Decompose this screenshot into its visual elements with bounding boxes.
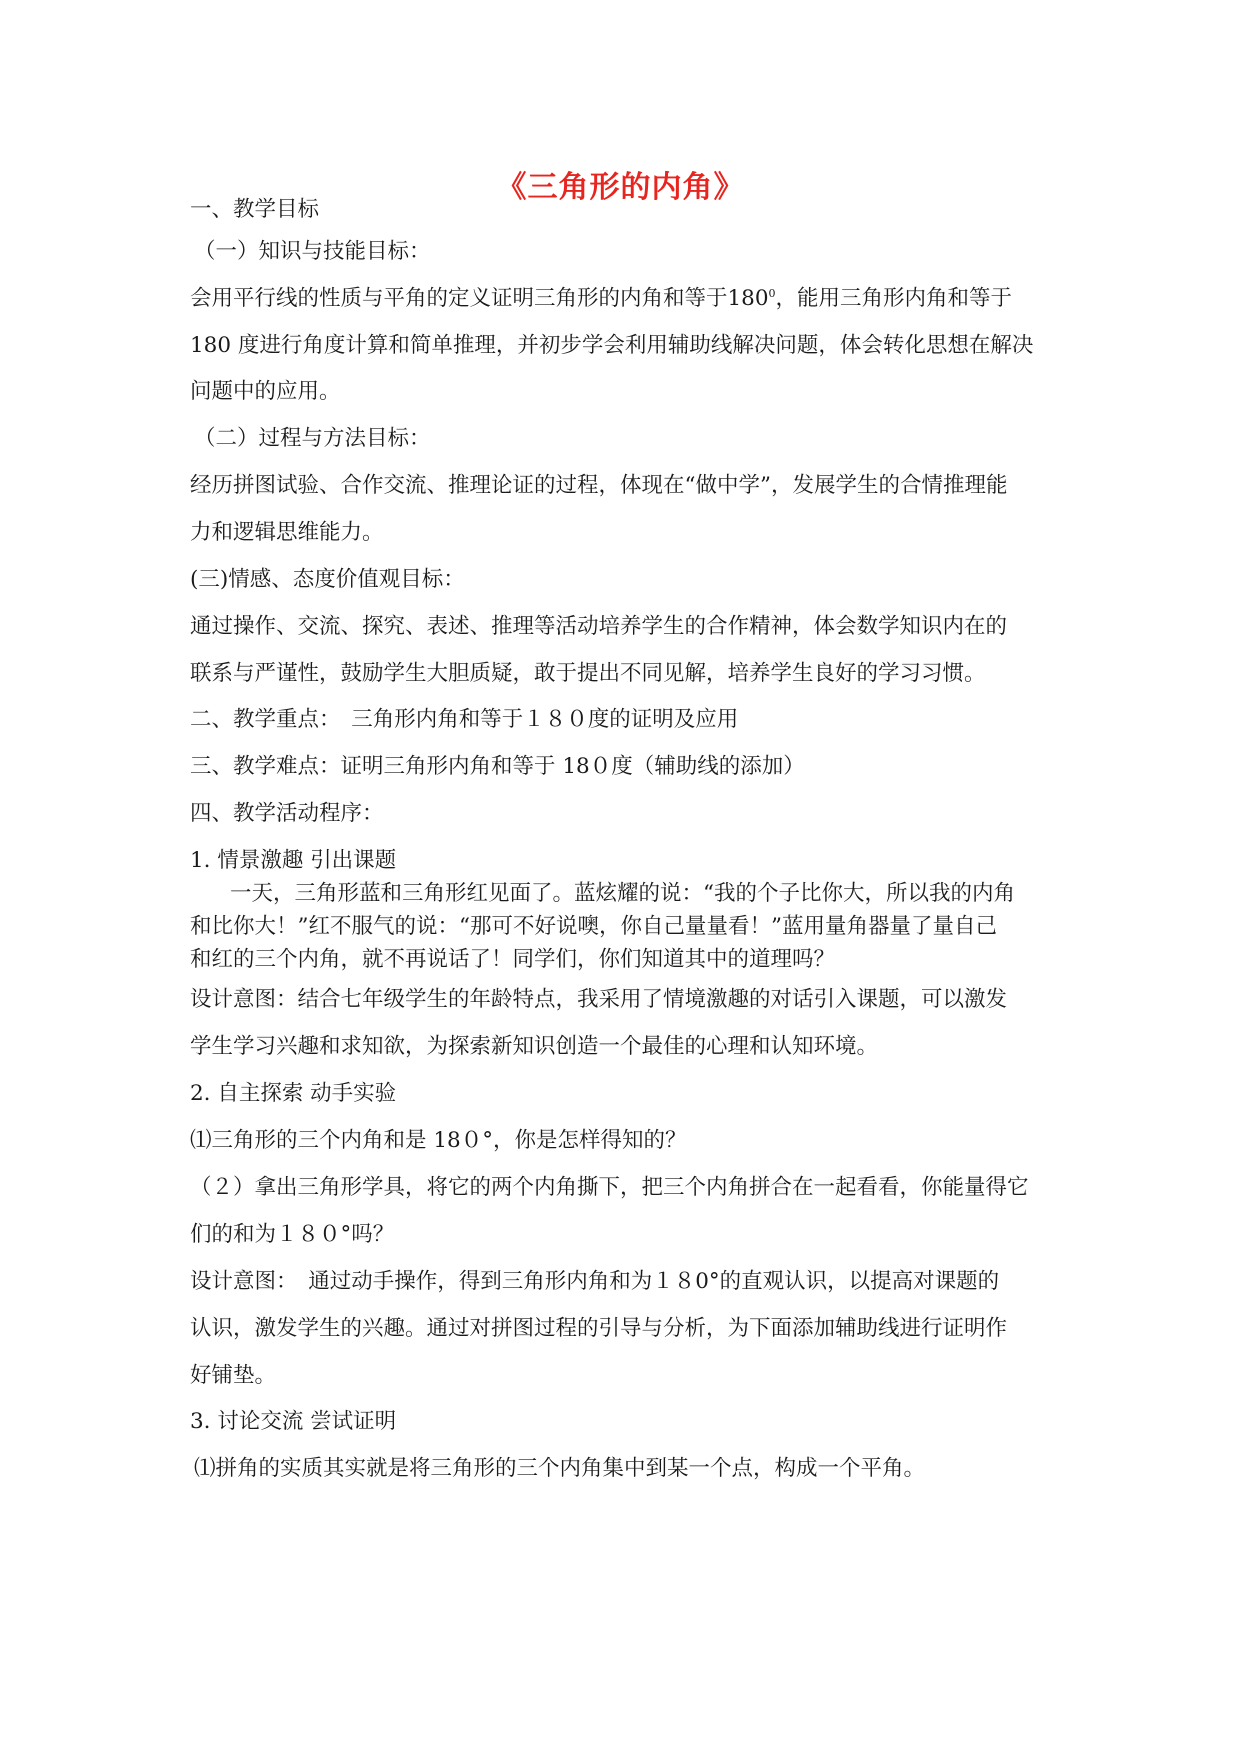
degree-superscript: 0: [768, 286, 776, 300]
section-heading: 一、教学目标: [190, 197, 320, 222]
section-heading: 四、教学活动程序：: [190, 801, 384, 826]
paragraph-line: 设计意图： 通过动手操作，得到三角形内角和为１８0°的直观认识，以提高对课题的: [190, 1269, 1000, 1294]
story-line: 一天，三角形蓝和三角形红见面了。蓝炫耀的说：“我的个子比你大，所以我的内角: [230, 881, 1015, 906]
document-title: 《三角形的内角》: [496, 170, 745, 205]
paragraph-line: 会用平行线的性质与平角的定义证明三角形的内角和等于$180^0$，能用三角形内角和等于: [190, 286, 1013, 311]
subsection-heading: （二）过程与方法目标：: [194, 426, 431, 451]
paragraph-line: 通过操作、交流、探究、表述、推理等活动培养学生的合作精神，体会数学知识内在的: [190, 614, 1008, 639]
paragraph-line: 180 度进行角度计算和简单推理，并初步学会利用辅助线解决问题，体会转化思想在解决: [190, 333, 1034, 358]
paragraph-line: 联系与严谨性，鼓励学生大胆质疑，敢于提出不同见解，培养学生良好的学习习惯。: [190, 661, 986, 686]
question-line: 们的和为１８０°吗？: [190, 1222, 395, 1247]
paragraph-line: 学生学习兴趣和求知欲，为探索新知识创造一个最佳的心理和认知环境。: [190, 1034, 879, 1059]
activity-heading: 1. 情景激趣 引出课题: [190, 848, 397, 873]
story-line: 和比你大！”红不服气的说：“那可不好说噢，你自己量量看！”蓝用量角器量了量自己: [190, 914, 997, 939]
paragraph-line: 好铺垫。: [190, 1363, 277, 1388]
activity-heading: 3. 讨论交流 尝试证明: [190, 1409, 397, 1434]
question-line: （２）拿出三角形学具，将它的两个内角撕下，把三个内角拼合在一起看看，你能量得它: [190, 1175, 1029, 1200]
section-heading: 三、教学难点：证明三角形内角和等于 18０度（辅助线的添加）: [190, 754, 805, 779]
activity-heading: 2. 自主探索 动手实验: [190, 1081, 397, 1106]
paragraph-line: 问题中的应用。: [190, 379, 341, 404]
section-heading: 二、教学重点： 三角形内角和等于１８０度的证明及应用: [190, 707, 739, 732]
paragraph-line: 经历拼图试验、合作交流、推理论证的过程，体现在“做中学”，发展学生的合情推理能: [190, 473, 1008, 498]
subsection-heading: （一）知识与技能目标：: [194, 239, 431, 264]
subsection-heading: (三)情感、态度价值观目标：: [190, 567, 465, 592]
paragraph-line: 力和逻辑思维能力。: [190, 520, 384, 545]
paragraph-line: 认识，激发学生的兴趣。通过对拼图过程的引导与分析，为下面添加辅助线进行证明作: [190, 1316, 1008, 1341]
paragraph-line: 设计意图：结合七年级学生的年龄特点，我采用了情境激趣的对话引入课题，可以激发: [190, 987, 1008, 1012]
story-line: 和红的三个内角，就不再说话了！同学们，你们知道其中的道理吗？: [190, 947, 836, 972]
question-line: ⑴三角形的三个内角和是 18０°，你是怎样得知的？: [190, 1128, 687, 1153]
paragraph-line: ⑴拼角的实质其实就是将三角形的三个内角集中到某一个点，构成一个平角。: [194, 1456, 926, 1481]
